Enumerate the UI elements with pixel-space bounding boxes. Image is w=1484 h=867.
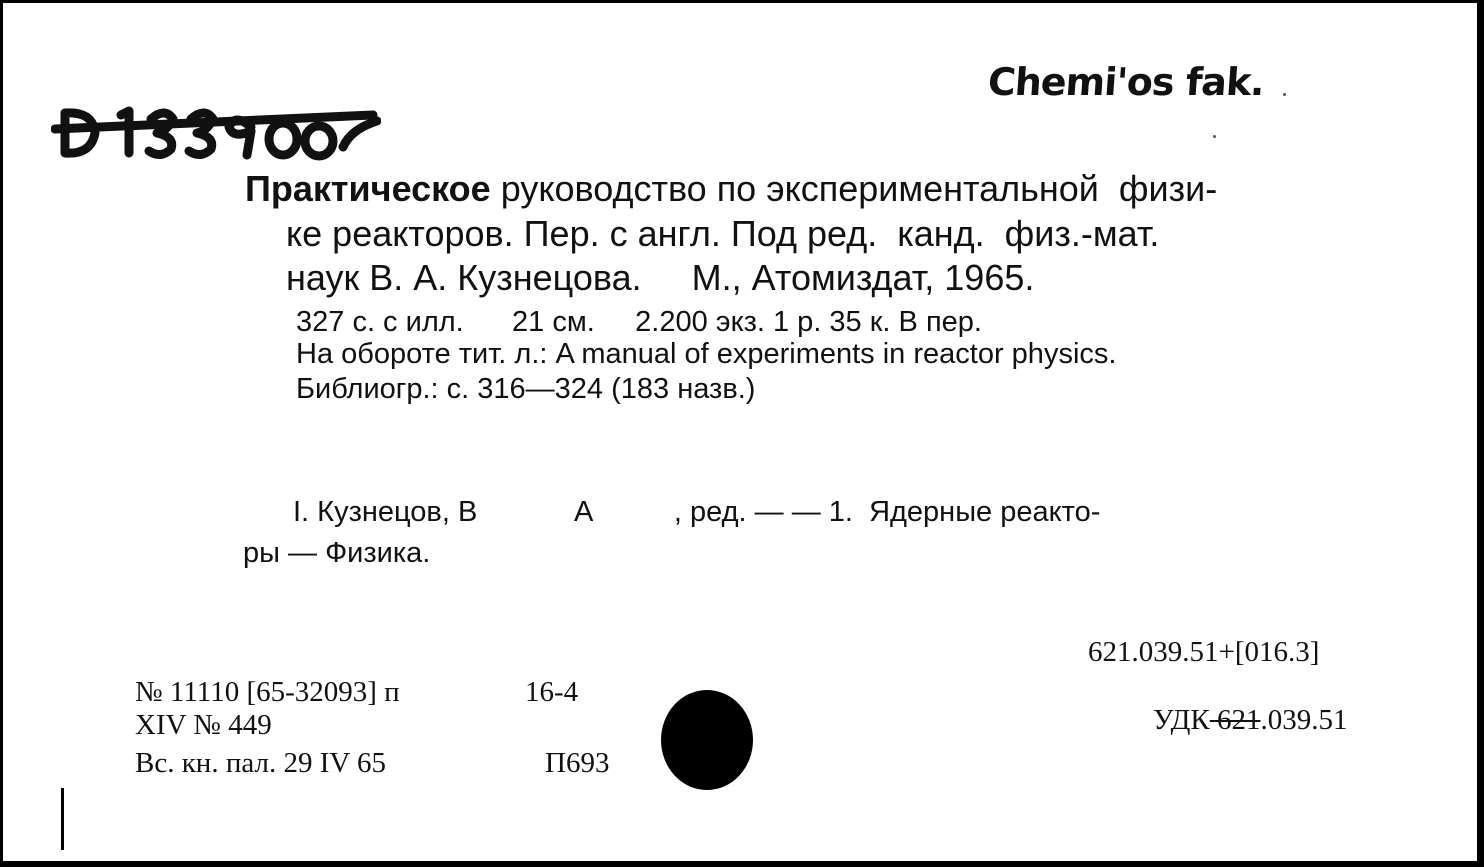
library-stamp: Chemi'os fak. <box>986 60 1266 104</box>
udc-number: .039.51 <box>1260 704 1348 736</box>
catalog-card <box>3 3 1477 861</box>
book-chamber-entry: Вс. кн. пал. 29 IV 65 <box>135 747 387 779</box>
udc-classification: 621.039.51+[016.3] <box>1088 636 1320 668</box>
subject-entries-line-2: ры — Физика. <box>243 537 431 569</box>
title-line-2: ке реакторов. Пер. с англ. Под ред. канд. физ.-мат. <box>286 213 1160 254</box>
registry-code: 16-4 <box>525 676 579 708</box>
registry-number: № 11110 [65-32093] п <box>135 676 400 708</box>
udc-crossed-out: 621 <box>1209 704 1261 736</box>
bibliography-note: Библиогр.: с. 316—324 (183 назв.) <box>296 373 756 405</box>
title-lead-word: Практическое <box>245 168 491 209</box>
speck <box>1213 135 1216 138</box>
handwritten-shelfmark <box>51 99 381 165</box>
udc-label: УДК <box>1153 704 1210 736</box>
print-code: П693 <box>545 747 610 779</box>
registry-series: XIV № 449 <box>135 709 272 741</box>
punch-hole <box>661 690 753 790</box>
title-line-3: наук В. А. Кузнецова. М., Атомиздат, 1965. <box>286 257 1035 298</box>
speck <box>1283 93 1286 96</box>
margin-mark <box>61 788 64 850</box>
title-line-1 <box>245 168 1218 209</box>
udc-code <box>1153 706 1347 735</box>
physical-description: 327 с. с илл. 21 см. 2.200 экз. 1 р. 35 к. В пер. <box>296 306 982 338</box>
title-line-1-rest: руководство по экспериментальной физи- <box>490 168 1218 209</box>
original-title-note: На обороте тит. л.: A manual of experiments in reactor physics. <box>296 338 1117 370</box>
subject-entries-line-1: I. Кузнецов, В А , ред. — — 1. Ядерные реакто- <box>293 496 1101 528</box>
